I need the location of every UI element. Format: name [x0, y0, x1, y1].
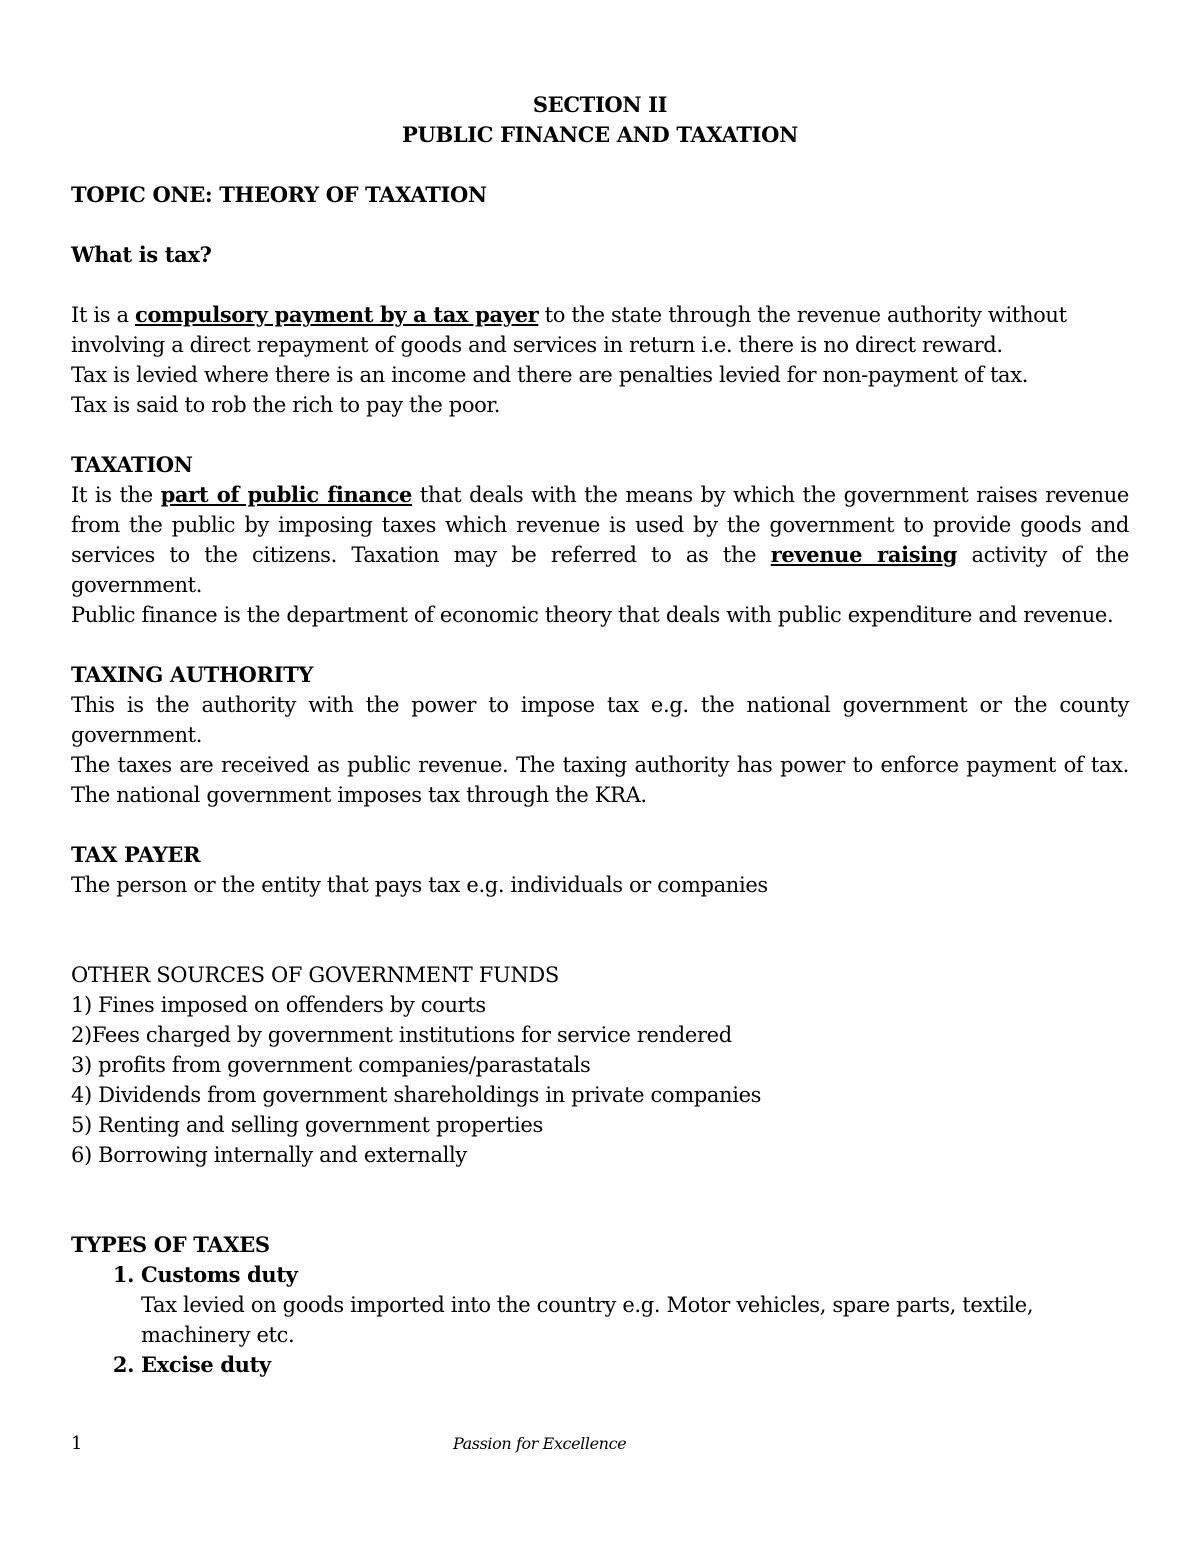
tax-def-pre: It is a [71, 303, 135, 327]
footer-motto: Passion for Excellence [453, 1434, 627, 1453]
tax-def-post: to the state through the revenue authority without involving a direct repayment of goods and services in return i.e. there is no direct reward. [71, 303, 1067, 357]
page-footer [71, 1432, 1129, 1456]
list-item: 5) Renting and selling government properties [71, 1113, 543, 1137]
list-item [141, 1260, 1129, 1350]
taxation-pre: It is the [71, 483, 161, 507]
what-is-tax-question: What is tax? [71, 242, 212, 267]
taxing-authority-paragraph-1: This is the authority with the power to impose tax e.g. the national government or the county government. [71, 693, 1129, 747]
tax-rob-paragraph: Tax is said to rob the rich to pay the poor. [71, 393, 501, 417]
taxation-paragraph [71, 480, 1129, 600]
page-title: PUBLIC FINANCE AND TAXATION [402, 122, 798, 147]
taxation-post: activity of the government. [71, 543, 1129, 597]
public-finance-paragraph: Public finance is the department of economic theory that deals with public expenditure and revenue. [71, 603, 1114, 627]
taxing-authority-paragraph-2: The taxes are received as public revenue. The taxing authority has power to enforce payment of tax. The national government imposes tax through the KRA. [71, 753, 1129, 807]
list-item: 3) profits from government companies/parastatals [71, 1053, 591, 1077]
excise-duty-title: 2. Excise duty [141, 1352, 271, 1377]
taxation-emphasis-2: revenue raising [770, 542, 958, 567]
tax-payer-heading: TAX PAYER [71, 842, 201, 867]
list-item: 6) Borrowing internally and externally [71, 1143, 467, 1167]
topic-heading: TOPIC ONE: THEORY OF TAXATION [71, 182, 487, 207]
section-label: SECTION II [532, 92, 668, 117]
tax-levied-paragraph: Tax is levied where there is an income and there are penalties levied for non-payment of tax. [71, 363, 1029, 387]
types-of-taxes-list [71, 1260, 1129, 1380]
page-number: 1 [71, 1433, 83, 1454]
taxation-emphasis-1: part of public finance [160, 482, 413, 507]
list-item: 2)Fees charged by government institutions for service rendered [71, 1023, 732, 1047]
taxing-authority-heading: TAXING AUTHORITY [71, 662, 313, 687]
customs-duty-title: 1. Customs duty [141, 1262, 298, 1287]
tax-definition-paragraph [71, 300, 1129, 360]
other-sources-heading: OTHER SOURCES OF GOVERNMENT FUNDS [71, 963, 559, 987]
page-content [71, 90, 1129, 1380]
tax-payer-paragraph: The person or the entity that pays tax e.g. individuals or companies [71, 873, 768, 897]
customs-duty-desc: Tax levied on goods imported into the country e.g. Motor vehicles, spare parts, textile, machinery etc. [141, 1293, 1034, 1347]
tax-def-emphasis: compulsory payment by a tax payer [134, 302, 539, 327]
list-item: 4) Dividends from government shareholdings in private companies [71, 1083, 762, 1107]
types-of-taxes-heading: TYPES OF TAXES [71, 1232, 270, 1257]
list-item: 1) Fines imposed on offenders by courts [71, 993, 486, 1017]
taxation-heading: TAXATION [71, 452, 193, 477]
list-item [141, 1350, 1129, 1380]
taxation-mid: that deals with the means by which the government raises revenue from the public by imposing taxes which revenue is used by the government to provide goods and services to the citizens. Taxation may be referred to as the [71, 483, 1129, 567]
